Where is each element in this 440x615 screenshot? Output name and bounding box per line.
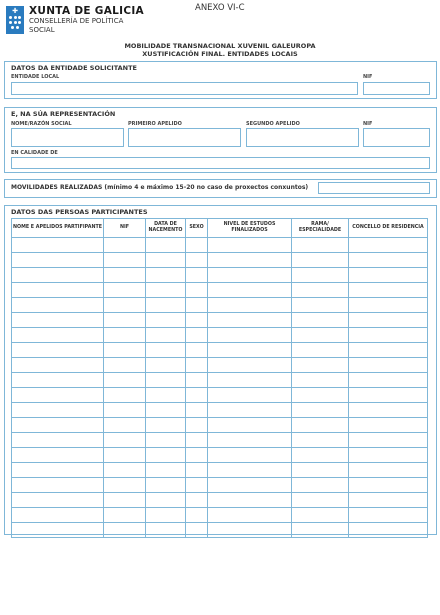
participants-section-title: DATOS DAS PERSOAS PARTICIPANTES: [11, 208, 148, 216]
table-cell[interactable]: [186, 418, 208, 433]
table-cell[interactable]: [208, 403, 292, 418]
table-cell[interactable]: [146, 403, 186, 418]
table-cell[interactable]: [186, 493, 208, 508]
surname2-field[interactable]: [246, 128, 359, 147]
table-cell[interactable]: [292, 238, 349, 253]
table-cell[interactable]: [104, 313, 146, 328]
table-cell[interactable]: [104, 298, 146, 313]
column-header: SEXO: [186, 219, 208, 238]
table-cell[interactable]: [12, 523, 104, 538]
table-cell[interactable]: [208, 433, 292, 448]
table-row: [12, 343, 428, 358]
participants-table: [11, 218, 428, 538]
table-cell[interactable]: [208, 388, 292, 403]
table-cell[interactable]: [208, 268, 292, 283]
column-header: NOME E APELIDOS PARTIFIPANTE: [12, 219, 104, 238]
column-header: CONCELLO DE RESIDENCIA: [349, 219, 428, 238]
table-cell[interactable]: [349, 508, 428, 523]
column-header: NIF: [104, 219, 146, 238]
table-cell[interactable]: [208, 283, 292, 298]
table-cell[interactable]: [349, 238, 428, 253]
table-cell[interactable]: [208, 343, 292, 358]
table-cell[interactable]: [146, 523, 186, 538]
table-cell[interactable]: [186, 448, 208, 463]
table-cell[interactable]: [186, 523, 208, 538]
table-cell[interactable]: [104, 403, 146, 418]
table-cell[interactable]: [104, 418, 146, 433]
table-cell[interactable]: [349, 313, 428, 328]
table-cell[interactable]: [12, 283, 104, 298]
table-cell[interactable]: [146, 253, 186, 268]
table-cell[interactable]: [186, 313, 208, 328]
table-cell[interactable]: [104, 268, 146, 283]
representation-section: [4, 107, 437, 173]
representation-section-title: E, NA SÚA REPRESENTACIÓN: [11, 110, 116, 118]
table-cell[interactable]: [104, 388, 146, 403]
table-cell[interactable]: [292, 313, 349, 328]
table-cell[interactable]: [186, 238, 208, 253]
table-cell[interactable]: [12, 298, 104, 313]
table-cell[interactable]: [186, 478, 208, 493]
table-cell[interactable]: [208, 493, 292, 508]
table-row: [12, 493, 428, 508]
table-cell[interactable]: [146, 373, 186, 388]
table-row: [12, 298, 428, 313]
table-cell[interactable]: [349, 418, 428, 433]
crest-dots: [9, 16, 21, 32]
table-cell[interactable]: [104, 478, 146, 493]
table-cell[interactable]: [349, 253, 428, 268]
table-cell[interactable]: [146, 433, 186, 448]
table-cell[interactable]: [349, 493, 428, 508]
table-cell[interactable]: [12, 448, 104, 463]
representative-nif-field[interactable]: [363, 128, 430, 147]
participants-table-body: [12, 238, 428, 538]
xunta-galicia-crest-icon: [6, 6, 24, 34]
table-cell[interactable]: [186, 463, 208, 478]
table-cell[interactable]: [208, 298, 292, 313]
surname1-label: PRIMEIRO APELIDO: [128, 121, 182, 127]
table-cell[interactable]: [208, 253, 292, 268]
table-cell[interactable]: [292, 448, 349, 463]
table-row: [12, 283, 428, 298]
table-cell[interactable]: [208, 448, 292, 463]
table-cell[interactable]: [349, 358, 428, 373]
table-cell[interactable]: [146, 268, 186, 283]
table-cell[interactable]: [12, 358, 104, 373]
table-cell[interactable]: [146, 463, 186, 478]
org-subtitle: CONSELLERÍA DE POLÍTICA SOCIAL: [29, 17, 124, 34]
table-cell[interactable]: [186, 328, 208, 343]
surname1-field[interactable]: [128, 128, 241, 147]
table-cell[interactable]: [292, 328, 349, 343]
table-cell[interactable]: [292, 388, 349, 403]
participants-header-row: [12, 219, 428, 238]
table-cell[interactable]: [349, 448, 428, 463]
table-cell[interactable]: [146, 328, 186, 343]
table-cell[interactable]: [349, 373, 428, 388]
table-cell[interactable]: [12, 313, 104, 328]
table-cell[interactable]: [208, 463, 292, 478]
table-cell[interactable]: [12, 343, 104, 358]
table-cell[interactable]: [292, 403, 349, 418]
table-cell[interactable]: [146, 448, 186, 463]
table-cell[interactable]: [12, 373, 104, 388]
table-cell[interactable]: [104, 508, 146, 523]
table-cell[interactable]: [12, 253, 104, 268]
representative-nif-label: NIF: [363, 121, 373, 127]
table-cell[interactable]: [292, 433, 349, 448]
table-cell[interactable]: [104, 358, 146, 373]
table-cell[interactable]: [186, 253, 208, 268]
table-row: [12, 388, 428, 403]
table-cell[interactable]: [349, 403, 428, 418]
table-cell[interactable]: [146, 358, 186, 373]
table-cell[interactable]: [104, 523, 146, 538]
entity-nif-field[interactable]: [363, 82, 430, 95]
column-header: DATA DE NACEMENTO: [146, 219, 186, 238]
table-row: [12, 373, 428, 388]
table-cell[interactable]: [104, 343, 146, 358]
table-cell[interactable]: [349, 463, 428, 478]
table-row: [12, 313, 428, 328]
form-title: MOBILIDADE TRANSNACIONAL XUVENIL GALEUROPA: [124, 42, 316, 50]
table-cell[interactable]: [146, 388, 186, 403]
table-row: [12, 358, 428, 373]
entity-section: [4, 61, 437, 99]
table-cell[interactable]: [186, 388, 208, 403]
table-cell[interactable]: [208, 373, 292, 388]
table-cell[interactable]: [292, 478, 349, 493]
table-cell[interactable]: [104, 253, 146, 268]
table-cell[interactable]: [146, 343, 186, 358]
mobilities-section: [4, 179, 437, 198]
table-cell[interactable]: [349, 478, 428, 493]
table-cell[interactable]: [349, 298, 428, 313]
table-cell[interactable]: [104, 493, 146, 508]
table-cell[interactable]: [292, 343, 349, 358]
table-cell[interactable]: [292, 283, 349, 298]
table-cell[interactable]: [208, 478, 292, 493]
table-cell[interactable]: [292, 373, 349, 388]
local-entity-label: ENTIDADE LOCAL: [11, 74, 60, 80]
table-cell[interactable]: [292, 358, 349, 373]
table-row: [12, 253, 428, 268]
table-cell[interactable]: [186, 358, 208, 373]
table-cell[interactable]: [146, 238, 186, 253]
table-cell[interactable]: [146, 478, 186, 493]
table-cell[interactable]: [349, 283, 428, 298]
table-row: [12, 523, 428, 538]
table-cell[interactable]: [12, 388, 104, 403]
table-cell[interactable]: [12, 493, 104, 508]
entity-nif-label: NIF: [363, 74, 373, 80]
table-cell[interactable]: [292, 418, 349, 433]
table-cell[interactable]: [104, 448, 146, 463]
org-name: XUNTA DE GALICIA: [29, 5, 144, 17]
table-cell[interactable]: [146, 298, 186, 313]
table-cell[interactable]: [186, 403, 208, 418]
table-row: [12, 403, 428, 418]
table-cell[interactable]: [349, 268, 428, 283]
table-cell[interactable]: [208, 523, 292, 538]
local-entity-field[interactable]: [11, 82, 358, 95]
table-row: [12, 463, 428, 478]
mobilities-label: MOVILIDADES REALIZADAS (mínimo 4 e máximo 15-20 no caso de proxectos conxuntos): [11, 184, 309, 191]
cross-icon: ✚: [12, 7, 18, 15]
table-cell[interactable]: [292, 253, 349, 268]
table-cell[interactable]: [349, 343, 428, 358]
table-cell[interactable]: [208, 358, 292, 373]
table-cell[interactable]: [12, 433, 104, 448]
table-cell[interactable]: [104, 373, 146, 388]
mobilities-field[interactable]: [318, 182, 430, 194]
column-header: RAMA/ ESPECIALIDADE: [292, 219, 349, 238]
table-row: [12, 328, 428, 343]
table-row: [12, 418, 428, 433]
name-field[interactable]: [11, 128, 124, 147]
table-row: [12, 448, 428, 463]
table-cell[interactable]: [12, 508, 104, 523]
table-cell[interactable]: [12, 463, 104, 478]
column-header: NIVEL DE ESTUDOS FINALIZADOS: [208, 219, 292, 238]
table-cell[interactable]: [186, 508, 208, 523]
capacity-field[interactable]: [11, 157, 430, 169]
table-cell[interactable]: [146, 508, 186, 523]
name-label: NOME/RAZÓN SOCIAL: [11, 121, 72, 127]
table-cell[interactable]: [349, 523, 428, 538]
table-cell[interactable]: [186, 298, 208, 313]
table-cell[interactable]: [146, 418, 186, 433]
table-cell[interactable]: [12, 328, 104, 343]
table-cell[interactable]: [208, 508, 292, 523]
entity-section-title: DATOS DA ENTIDADE SOLICITANTE: [11, 64, 138, 72]
table-cell[interactable]: [146, 493, 186, 508]
annex-label: ANEXO VI-C: [195, 3, 245, 13]
table-row: [12, 268, 428, 283]
table-cell[interactable]: [186, 373, 208, 388]
table-cell[interactable]: [208, 418, 292, 433]
table-row: [12, 478, 428, 493]
table-cell[interactable]: [146, 283, 186, 298]
table-cell[interactable]: [292, 508, 349, 523]
table-cell[interactable]: [104, 463, 146, 478]
table-cell[interactable]: [12, 418, 104, 433]
table-cell[interactable]: [349, 388, 428, 403]
table-cell[interactable]: [104, 238, 146, 253]
table-cell[interactable]: [186, 343, 208, 358]
table-cell[interactable]: [292, 493, 349, 508]
table-cell[interactable]: [292, 268, 349, 283]
table-cell[interactable]: [208, 313, 292, 328]
table-cell[interactable]: [146, 313, 186, 328]
table-row: [12, 508, 428, 523]
surname2-label: SEGUNDO APELIDO: [246, 121, 300, 127]
table-cell[interactable]: [208, 328, 292, 343]
table-cell[interactable]: [292, 298, 349, 313]
capacity-label: EN CALIDADE DE: [11, 150, 58, 156]
table-cell[interactable]: [12, 238, 104, 253]
table-cell[interactable]: [186, 433, 208, 448]
table-cell[interactable]: [292, 523, 349, 538]
table-cell[interactable]: [12, 478, 104, 493]
table-cell[interactable]: [104, 328, 146, 343]
form-subtitle: XUSTIFICACIÓN FINAL. ENTIDADES LOCAIS: [142, 50, 298, 58]
table-row: [12, 238, 428, 253]
table-cell[interactable]: [208, 238, 292, 253]
table-cell[interactable]: [186, 283, 208, 298]
table-cell[interactable]: [292, 463, 349, 478]
table-cell[interactable]: [104, 283, 146, 298]
table-cell[interactable]: [349, 433, 428, 448]
table-cell[interactable]: [349, 328, 428, 343]
table-cell[interactable]: [104, 433, 146, 448]
table-cell[interactable]: [12, 268, 104, 283]
table-cell[interactable]: [186, 268, 208, 283]
table-cell[interactable]: [12, 403, 104, 418]
table-row: [12, 433, 428, 448]
